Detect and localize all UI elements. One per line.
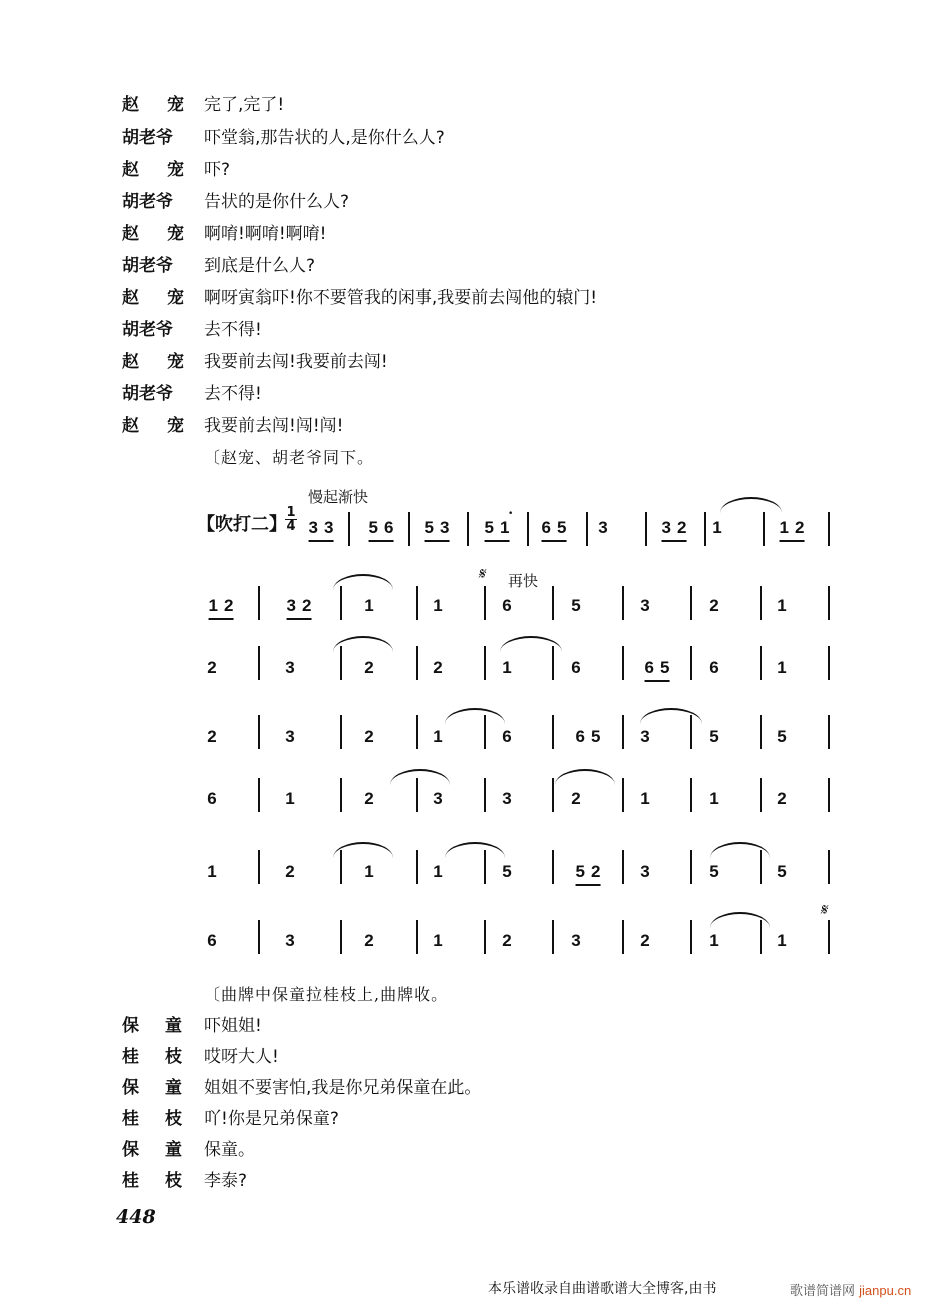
- note: 5: [571, 596, 587, 615]
- logo-url[interactable]: jianpu.cn: [859, 1283, 912, 1298]
- note: 5: [709, 862, 725, 881]
- speaker-name: [122, 91, 184, 119]
- bar-line: [690, 778, 692, 812]
- bar-line: [704, 512, 706, 546]
- bar-line: [484, 646, 486, 680]
- note-group: 32: [661, 518, 693, 537]
- speaker-name: [122, 156, 184, 184]
- dialogue-text: 去不得!: [204, 384, 262, 404]
- note: 2: [207, 727, 223, 746]
- bar-line: [828, 715, 830, 749]
- bar-line: [416, 646, 418, 680]
- bar-line: [527, 512, 529, 546]
- bar-line: [760, 586, 762, 620]
- dialogue-text: 李泰?: [204, 1171, 248, 1191]
- note: 2: [433, 658, 449, 677]
- note: 1: [709, 931, 725, 950]
- source-note: 本乐谱收录自曲谱歌谱大全博客,由书: [488, 1281, 717, 1297]
- speaker-char: 宠: [167, 288, 184, 308]
- note: 2: [571, 789, 587, 808]
- speaker-name: [122, 1105, 182, 1133]
- speaker-char: 童: [165, 1016, 182, 1036]
- note: 3: [640, 596, 656, 615]
- speaker-name: [122, 1012, 182, 1040]
- note: 2: [364, 658, 380, 677]
- speaker-name: [122, 1043, 182, 1071]
- bar-line: [258, 920, 260, 954]
- note: 3: [433, 789, 449, 808]
- bar-line: [416, 715, 418, 749]
- speaker-char: 童: [165, 1078, 182, 1098]
- bar-line: [552, 920, 554, 954]
- speaker-char: 枝: [165, 1047, 182, 1067]
- note: 1: [364, 862, 380, 881]
- tie-slur: [333, 636, 393, 652]
- tie-slur: [500, 636, 562, 652]
- dialogue-text: 啊呀寅翁吓!你不要管我的闲事,我要前去闯他的辕门!: [204, 288, 598, 308]
- bar-line: [760, 850, 762, 884]
- note: 6: [207, 931, 223, 950]
- bar-line: [552, 715, 554, 749]
- speaker-char: 枝: [165, 1109, 182, 1129]
- note: 3: [502, 789, 518, 808]
- bar-line: [760, 646, 762, 680]
- speaker-char: 桂: [122, 1047, 139, 1067]
- note: 1: [712, 518, 728, 537]
- bar-line: [828, 920, 830, 954]
- speaker-char: 保: [122, 1078, 139, 1098]
- speaker-char: 桂: [122, 1171, 139, 1191]
- stage-direction: 〔赵宠、胡老爷同下。: [204, 448, 375, 467]
- note: 1: [433, 862, 449, 881]
- bar-line: [340, 715, 342, 749]
- speaker-char: 赵: [122, 224, 139, 244]
- note: 5: [777, 862, 793, 881]
- note: 6: [709, 658, 725, 677]
- note: 3: [285, 658, 301, 677]
- dialogue-text: 完了,完了!: [204, 95, 285, 115]
- bar-line: [828, 512, 830, 546]
- dialogue-text: 姐姐不要害怕,我是你兄弟保童在此。: [204, 1078, 482, 1098]
- bar-line: [690, 850, 692, 884]
- bar-line: [760, 778, 762, 812]
- dialogue-text: 吓姐姐!: [204, 1016, 262, 1036]
- dialogue-text: 保童。: [204, 1140, 255, 1160]
- note: 1: [709, 789, 725, 808]
- speaker-name: [122, 348, 184, 376]
- bar-line: [340, 920, 342, 954]
- bar-line: [828, 850, 830, 884]
- note: 1: [364, 596, 380, 615]
- note: 5: [709, 727, 725, 746]
- note: 3: [598, 518, 614, 537]
- speaker-name: 胡老爷: [122, 192, 173, 212]
- dialogue-text: 去不得!: [204, 320, 262, 340]
- tie-slur: [640, 708, 702, 724]
- note: 1: [640, 789, 656, 808]
- site-logo[interactable]: [790, 1280, 911, 1299]
- note: 3: [640, 727, 656, 746]
- bar-line: [348, 512, 350, 546]
- note: 2: [709, 596, 725, 615]
- speaker-name: 胡老爷: [122, 320, 173, 340]
- speaker-char: 宠: [167, 95, 184, 115]
- dialogue-text: 啊唷!啊唷!啊唷!: [204, 224, 327, 244]
- speaker-char: 赵: [122, 288, 139, 308]
- bar-line: [258, 778, 260, 812]
- note: 1: [777, 658, 793, 677]
- note: 5: [502, 862, 518, 881]
- note: 1: [502, 658, 518, 677]
- time-sig-denominator: 4: [286, 519, 296, 534]
- note-group: 53: [424, 518, 456, 537]
- time-signature: [285, 506, 297, 533]
- note: 1: [777, 931, 793, 950]
- note: 1: [433, 931, 449, 950]
- note: 6: [207, 789, 223, 808]
- tie-slur: [333, 574, 393, 590]
- bar-line: [760, 715, 762, 749]
- note-group: 65: [541, 518, 573, 537]
- bar-line: [467, 512, 469, 546]
- speaker-name: [122, 220, 184, 248]
- note: 3: [640, 862, 656, 881]
- note-group: 12: [208, 596, 240, 615]
- tie-slur: [333, 842, 393, 858]
- speaker-char: 宠: [167, 416, 184, 436]
- tempo-marking: 慢起渐快: [308, 488, 369, 506]
- bar-line: [258, 586, 260, 620]
- bar-line: [552, 850, 554, 884]
- note: 2: [285, 862, 301, 881]
- bar-line: [622, 646, 624, 680]
- bar-line: [258, 850, 260, 884]
- note-group: 33: [308, 518, 340, 537]
- speaker-name: [122, 1136, 182, 1164]
- dialogue-text: 吖!你是兄弟保童?: [204, 1109, 339, 1129]
- bar-line: [484, 920, 486, 954]
- logo-text: 歌谱简谱网: [790, 1284, 856, 1299]
- speaker-name: [122, 284, 184, 312]
- dialogue-text: 吓?: [204, 160, 231, 180]
- time-sig-numerator: 1: [286, 505, 296, 520]
- note-group: 56: [368, 518, 400, 537]
- bar-line: [416, 850, 418, 884]
- speaker-char: 枝: [165, 1171, 182, 1191]
- note: 1: [433, 596, 449, 615]
- note: 2: [777, 789, 793, 808]
- tempo-marking: 再快: [508, 572, 539, 590]
- note: 3: [285, 931, 301, 950]
- bar-line: [645, 512, 647, 546]
- bar-line: [763, 512, 765, 546]
- dialogue-text: 告状的是你什么人?: [204, 192, 350, 212]
- dialogue-text: 我要前去闯!闯!闯!: [204, 416, 344, 436]
- high-octave-dot: •: [508, 509, 514, 519]
- bar-line: [828, 778, 830, 812]
- dialogue-text: 哎呀大人!: [204, 1047, 279, 1067]
- dialogue-text: 到底是什么人?: [204, 256, 316, 276]
- dialogue-text: 我要前去闯!我要前去闯!: [204, 352, 388, 372]
- note-group: 51: [484, 518, 516, 537]
- speaker-char: 赵: [122, 95, 139, 115]
- speaker-char: 宠: [167, 160, 184, 180]
- note: 2: [364, 727, 380, 746]
- bar-line: [622, 715, 624, 749]
- note: 2: [364, 789, 380, 808]
- bar-line: [690, 646, 692, 680]
- segno-icon: 𝄋: [820, 900, 827, 919]
- segno-icon: 𝄋: [478, 564, 485, 583]
- tie-slur: [720, 497, 782, 513]
- note: 1: [433, 727, 449, 746]
- stage-direction: 〔曲牌中保童拉桂枝上,曲牌收。: [204, 985, 449, 1004]
- bar-line: [690, 920, 692, 954]
- note: 3: [571, 931, 587, 950]
- tie-slur: [445, 708, 505, 724]
- note-group: 65: [644, 658, 676, 677]
- note: 2: [364, 931, 380, 950]
- note: 6: [502, 727, 518, 746]
- bar-line: [690, 586, 692, 620]
- speaker-name: [122, 1074, 182, 1102]
- bar-line: [416, 586, 418, 620]
- bar-line: [622, 920, 624, 954]
- dialogue-text: 吓堂翁,那告状的人,是你什么人?: [204, 128, 445, 148]
- note: 65: [575, 727, 607, 746]
- speaker-name: [122, 412, 184, 440]
- bar-line: [622, 778, 624, 812]
- note: 6: [571, 658, 587, 677]
- page-number: 448: [116, 1206, 156, 1228]
- speaker-char: 赵: [122, 416, 139, 436]
- bar-line: [258, 646, 260, 680]
- bar-line: [258, 715, 260, 749]
- speaker-char: 宠: [167, 352, 184, 372]
- bar-line: [828, 586, 830, 620]
- bar-line: [340, 586, 342, 620]
- speaker-name: 胡老爷: [122, 384, 173, 404]
- bar-line: [622, 586, 624, 620]
- bar-line: [552, 778, 554, 812]
- speaker-char: 桂: [122, 1109, 139, 1129]
- tie-slur: [445, 842, 505, 858]
- note: 1: [285, 789, 301, 808]
- speaker-char: 童: [165, 1140, 182, 1160]
- bar-line: [622, 850, 624, 884]
- note: 2: [207, 658, 223, 677]
- tie-slur: [555, 769, 615, 785]
- bar-line: [484, 778, 486, 812]
- tie-slur: [390, 769, 450, 785]
- note: 2: [640, 931, 656, 950]
- note-group: 32: [286, 596, 318, 615]
- bar-line: [484, 586, 486, 620]
- bar-line: [552, 586, 554, 620]
- speaker-name: 胡老爷: [122, 128, 173, 148]
- note-group: 12: [779, 518, 811, 537]
- bar-line: [760, 920, 762, 954]
- bar-line: [408, 512, 410, 546]
- bar-line: [586, 512, 588, 546]
- speaker-char: 宠: [167, 224, 184, 244]
- note: 3: [285, 727, 301, 746]
- bar-line: [340, 778, 342, 812]
- note: 1: [777, 596, 793, 615]
- note-group: 52: [575, 862, 607, 881]
- note: 6: [502, 596, 518, 615]
- bar-line: [828, 646, 830, 680]
- note: 1: [207, 862, 223, 881]
- note: 5: [777, 727, 793, 746]
- qupai-label: 【吹打二】: [197, 514, 287, 535]
- speaker-char: 赵: [122, 160, 139, 180]
- speaker-name: [122, 1167, 182, 1195]
- speaker-char: 保: [122, 1140, 139, 1160]
- speaker-char: 保: [122, 1016, 139, 1036]
- bar-line: [416, 920, 418, 954]
- note: 2: [502, 931, 518, 950]
- speaker-name: 胡老爷: [122, 256, 173, 276]
- speaker-char: 赵: [122, 352, 139, 372]
